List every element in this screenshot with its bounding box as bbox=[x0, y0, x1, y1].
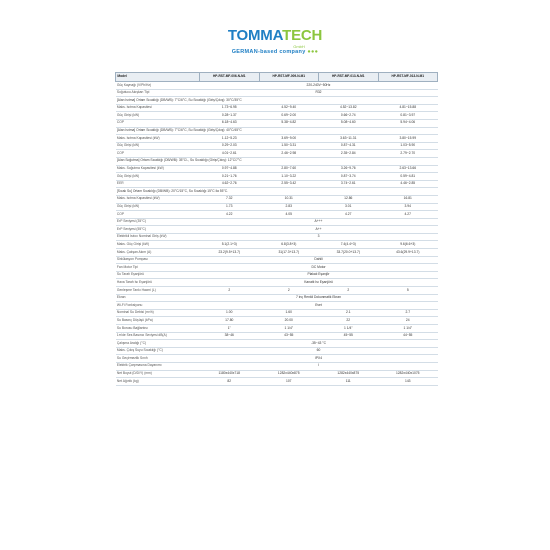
table-row bbox=[116, 150, 438, 158]
brand-logo bbox=[0, 28, 550, 56]
table-row bbox=[116, 249, 438, 257]
table-row bbox=[116, 362, 438, 370]
row-value: 4.46~2.85 bbox=[378, 180, 438, 188]
table-row bbox=[116, 165, 438, 173]
row-value: 4.22 bbox=[200, 211, 260, 219]
row-label: COP bbox=[116, 211, 200, 219]
row-value: 2.63~13.66 bbox=[378, 165, 438, 173]
table-row bbox=[116, 370, 438, 378]
row-value-all-models: Dahili bbox=[200, 256, 438, 264]
row-label: Maks. Isıtma Kapasitesi bbox=[116, 104, 200, 112]
row-value: 1.12~5.23 bbox=[200, 135, 260, 143]
row-label: Fan Motor Tipi bbox=[116, 264, 200, 272]
table-row bbox=[116, 355, 438, 363]
row-value: 2 bbox=[259, 287, 319, 295]
table-row bbox=[116, 233, 438, 241]
table-row bbox=[116, 264, 438, 272]
row-value: 16.81 bbox=[378, 195, 438, 203]
row-value: 4.81~15.88 bbox=[378, 104, 438, 112]
table-row bbox=[116, 218, 438, 226]
brand-wordmark bbox=[0, 28, 550, 44]
row-value: 2.79~2.70 bbox=[378, 150, 438, 158]
row-value: 1.10~3.22 bbox=[259, 173, 319, 181]
row-label: Elektrik Çarpmasına Dayanımı bbox=[116, 362, 200, 370]
table-row bbox=[116, 104, 438, 112]
row-value: 0.97~4.88 bbox=[200, 165, 260, 173]
row-value: 111 bbox=[319, 378, 379, 386]
brand-sub: GmbH bbox=[293, 44, 305, 49]
row-value-all-models: 60 bbox=[200, 347, 438, 355]
row-value: 4.27 bbox=[378, 211, 438, 219]
row-value: 5 bbox=[378, 287, 438, 295]
row-value: 44~55 bbox=[378, 332, 438, 340]
row-label: 1m'de Ses Basıncı Seviyesi dB(A) bbox=[116, 332, 200, 340]
row-label: Güç Girişi (kW) bbox=[116, 112, 200, 120]
row-value: 1 1/4" bbox=[378, 325, 438, 333]
section-label: [Alan Isıtma] Ortam Sıcaklığı (DB/WB): 7°C/6°C, Su Sıcaklığı (Giriş/Çıkış): 30°C/35°C bbox=[116, 97, 438, 105]
table-row bbox=[116, 332, 438, 340]
row-label: Genleşme Tankı Hacmi (L) bbox=[116, 287, 200, 295]
row-value: 23.2(9.5+13.7) bbox=[200, 249, 260, 257]
row-value: 143 bbox=[378, 378, 438, 386]
table-row bbox=[116, 256, 438, 264]
row-label: COP bbox=[116, 119, 200, 127]
table-row bbox=[116, 302, 438, 310]
row-value: 1 1/4" bbox=[259, 325, 319, 333]
row-value: 4.05 bbox=[259, 211, 319, 219]
row-value: 0.66~2.74 bbox=[319, 112, 379, 120]
row-value: 24 bbox=[378, 317, 438, 325]
spec-table-body bbox=[116, 82, 438, 386]
row-label: Güç Girişi (kW) bbox=[116, 173, 200, 181]
header-cell-model-4: HP-RST-MF-013-N-M1 bbox=[378, 73, 438, 82]
row-value: 1282x440x875 bbox=[319, 370, 379, 378]
section-row bbox=[116, 188, 438, 196]
row-value: 1282x440x1075 bbox=[378, 370, 438, 378]
table-row bbox=[116, 271, 438, 279]
row-value: 2.83 bbox=[259, 203, 319, 211]
row-value: 12.86 bbox=[319, 195, 379, 203]
row-value: 0.59~4.81 bbox=[378, 173, 438, 181]
row-label: Hava Tarafı Isı Eşanjörü bbox=[116, 279, 200, 287]
table-row bbox=[116, 325, 438, 333]
table-row bbox=[116, 309, 438, 317]
header-row bbox=[116, 73, 438, 82]
row-value-all-models: 7 inç Renkli Dokunmatik Ekran bbox=[200, 294, 438, 302]
row-value: 2.35~2.84 bbox=[319, 150, 379, 158]
row-label: Su Borusu Bağlantısı bbox=[116, 325, 200, 333]
row-value: 0.87~3.74 bbox=[319, 173, 379, 181]
row-value: 0.87~4.31 bbox=[319, 142, 379, 150]
brand-tagline-text: GERMAN-based company bbox=[231, 49, 306, 55]
row-label: Çalışma Aralığı (°C) bbox=[116, 340, 200, 348]
row-label: Sirkülasyon Pompası bbox=[116, 256, 200, 264]
row-label: Nominal Su Debisi (m³/h) bbox=[116, 309, 200, 317]
table-row bbox=[116, 279, 438, 287]
header-cell-model-1: HP-RST-MF-006-N-M1 bbox=[200, 73, 260, 82]
row-value: 31(17.3+13.7) bbox=[259, 249, 319, 257]
row-value: 4.62~2.76 bbox=[200, 180, 260, 188]
row-value: 1.50~3.31 bbox=[259, 142, 319, 150]
row-value: 3.74~2.61 bbox=[319, 180, 379, 188]
row-value: 0.29~2.03 bbox=[200, 142, 260, 150]
row-value: 45~55 bbox=[319, 332, 379, 340]
row-label: Wi-Fi Fonksiyonu bbox=[116, 302, 200, 310]
table-row bbox=[116, 135, 438, 143]
row-value: 4.52~9.40 bbox=[259, 104, 319, 112]
row-value: 2 bbox=[200, 287, 260, 295]
row-value: 9.6(6.6+3) bbox=[378, 241, 438, 249]
row-value: 3.26~9.76 bbox=[319, 165, 379, 173]
row-label: Güç Kaynağı (V/Ph/Hz) bbox=[116, 82, 200, 90]
row-value: 0.21~1.76 bbox=[200, 173, 260, 181]
table-row bbox=[116, 287, 438, 295]
row-value: 17.80 bbox=[200, 317, 260, 325]
row-label: Elektrikli Isıtıcı Nominal Giriş (kW) bbox=[116, 233, 200, 241]
row-value: 107 bbox=[259, 378, 319, 386]
table-row bbox=[116, 195, 438, 203]
row-value: 38~46 bbox=[200, 332, 260, 340]
row-value: 0.69~2.00 bbox=[259, 112, 319, 120]
row-value: 43~55 bbox=[259, 332, 319, 340]
row-value: 5.08~4.60 bbox=[319, 119, 379, 127]
row-value: 3.94 bbox=[378, 203, 438, 211]
row-value: 1 1/4" bbox=[319, 325, 379, 333]
header-cell-model-3: HP-RST-MF-013-N-M1 bbox=[319, 73, 379, 82]
row-value: 1.60 bbox=[259, 309, 319, 317]
row-label: Güç Girişi (kW) bbox=[116, 203, 200, 211]
table-row bbox=[116, 180, 438, 188]
row-value: 1.03~5.90 bbox=[378, 142, 438, 150]
row-value-all-models: IPX4 bbox=[200, 355, 438, 363]
spec-table bbox=[115, 72, 438, 386]
row-value-all-models: R32 bbox=[200, 89, 438, 97]
row-label: EER bbox=[116, 180, 200, 188]
row-value: 2 bbox=[319, 287, 379, 295]
row-label: Maks. Çalışan Akım (A) bbox=[116, 249, 200, 257]
row-label: COP bbox=[116, 150, 200, 158]
row-value-all-models: 3 bbox=[200, 233, 438, 241]
table-row bbox=[116, 173, 438, 181]
row-value-all-models: A++ bbox=[200, 226, 438, 234]
section-row bbox=[116, 127, 438, 135]
row-label: Maks. Güç Girişi (kW) bbox=[116, 241, 200, 249]
row-label: Su Tarafı Eşanjörü bbox=[116, 271, 200, 279]
row-value: 6.8(3.8+3) bbox=[259, 241, 319, 249]
row-value: 4.27 bbox=[319, 211, 379, 219]
row-value: 5.1(2.1+3) bbox=[200, 241, 260, 249]
row-label: Maks. Isıtma Kapasitesi (kW) bbox=[116, 195, 200, 203]
table-row bbox=[116, 119, 438, 127]
table-row bbox=[116, 112, 438, 120]
row-value: 5.94~4.06 bbox=[378, 119, 438, 127]
row-value: 3.69~9.00 bbox=[259, 135, 319, 143]
row-value: 5.38~4.82 bbox=[259, 119, 319, 127]
row-label: Güç Girişi (kW) bbox=[116, 142, 200, 150]
row-value: 3.80~15.99 bbox=[378, 135, 438, 143]
row-value-all-models: I bbox=[200, 362, 438, 370]
row-value: 1180x440x718 bbox=[200, 370, 260, 378]
row-value: 1.00 bbox=[200, 309, 260, 317]
row-value: 0.81~3.97 bbox=[378, 112, 438, 120]
row-value: 2.1 bbox=[319, 309, 379, 317]
row-value: 1282x440x875 bbox=[259, 370, 319, 378]
row-value-all-models: Plakalı Eşanjör bbox=[200, 271, 438, 279]
row-value: 1.73~6.95 bbox=[200, 104, 260, 112]
table-row bbox=[116, 89, 438, 97]
row-label: Maks. Çıkış Suyu Sıcaklığı (°C) bbox=[116, 347, 200, 355]
table-row bbox=[116, 211, 438, 219]
row-value-all-models: 220-240V~50Hz bbox=[200, 82, 438, 90]
row-value: 7.32 bbox=[200, 195, 260, 203]
row-value: 82 bbox=[200, 378, 260, 386]
row-value-all-models: Kanatlı Isı Eşanjörü bbox=[200, 279, 438, 287]
row-value: 6.18~4.63 bbox=[200, 119, 260, 127]
row-label: Maks. Soğutma Kapasitesi (kW) bbox=[116, 165, 200, 173]
section-label: [Sıcak Su] Ortam Sıcaklığı (DB/WB): 20°C/15°C, Su Sıcaklığı 15°C ila 55°C. bbox=[116, 188, 438, 196]
row-label: Net Boyut (D/D/Y) (mm) bbox=[116, 370, 200, 378]
row-label: Net Ağırlık (kg) bbox=[116, 378, 200, 386]
row-value: 20.00 bbox=[259, 317, 319, 325]
row-value: 4.52~13.82 bbox=[319, 104, 379, 112]
table-row bbox=[116, 142, 438, 150]
row-label: ErP Seviyesi (35°C) bbox=[116, 218, 200, 226]
table-row bbox=[116, 347, 438, 355]
table-row bbox=[116, 82, 438, 90]
row-value: 3.63~11.31 bbox=[319, 135, 379, 143]
table-row bbox=[116, 241, 438, 249]
row-value-all-models: -35~43 °C bbox=[200, 340, 438, 348]
row-label: Ekran bbox=[116, 294, 200, 302]
row-value: 2.80~7.60 bbox=[259, 165, 319, 173]
row-value-all-models: Evet bbox=[200, 302, 438, 310]
row-value-all-models: A+++ bbox=[200, 218, 438, 226]
row-value: 2.46~2.98 bbox=[259, 150, 319, 158]
row-value: 2.55~3.42 bbox=[259, 180, 319, 188]
table-row bbox=[116, 340, 438, 348]
row-value: 0.28~1.37 bbox=[200, 112, 260, 120]
table-row bbox=[116, 294, 438, 302]
row-value: 3.01 bbox=[319, 203, 379, 211]
row-value: 1" bbox=[200, 325, 260, 333]
table-row bbox=[116, 317, 438, 325]
row-value: 7.4(4.4+3) bbox=[319, 241, 379, 249]
table-row bbox=[116, 226, 438, 234]
row-value: 2.7 bbox=[378, 309, 438, 317]
header-cell-model-2: HP-RST-MF-009-N-M1 bbox=[259, 73, 319, 82]
header-cell-model: Model bbox=[116, 73, 200, 82]
brand-tagline-dots: ●●● bbox=[307, 49, 319, 55]
row-value-all-models: DC Motor bbox=[200, 264, 438, 272]
section-row bbox=[116, 97, 438, 105]
row-label: Soğutucu Akışkan Tipi bbox=[116, 89, 200, 97]
row-value: 43.6(29.9+13.7) bbox=[378, 249, 438, 257]
spec-table-header bbox=[116, 73, 438, 82]
row-label: ErP Seviyesi (55°C) bbox=[116, 226, 200, 234]
row-value: 1.73 bbox=[200, 203, 260, 211]
row-label: Su Geçirmezlik Sınıfı bbox=[116, 355, 200, 363]
section-label: [Alan Soğutma] Ortam Sıcaklığı (DB/WB): 35°C/-, Su Sıcaklığı (Giriş/Çıkış): 12°C/7°C bbox=[116, 157, 438, 165]
table-row bbox=[116, 203, 438, 211]
row-value: 22 bbox=[319, 317, 379, 325]
brand-part2: TECH bbox=[282, 27, 323, 44]
row-value: 33.7(20.0+13.7) bbox=[319, 249, 379, 257]
brand-tagline bbox=[0, 49, 550, 56]
brand-part1: TOMMA bbox=[227, 27, 283, 44]
section-row bbox=[116, 157, 438, 165]
section-label: [Alan Isıtma] Ortam Sıcaklığı (DB/WB): 7°C/6°C, Su Sıcaklığı (Giriş/Çıkış): 40°C/45°C bbox=[116, 127, 438, 135]
row-value: 10.31 bbox=[259, 195, 319, 203]
row-label: Su Basınç Düşüşü (kPa) bbox=[116, 317, 200, 325]
table-row bbox=[116, 378, 438, 386]
row-label: Maks. Isıtma Kapasitesi (kW) bbox=[116, 135, 200, 143]
row-value: 4.01~2.61 bbox=[200, 150, 260, 158]
